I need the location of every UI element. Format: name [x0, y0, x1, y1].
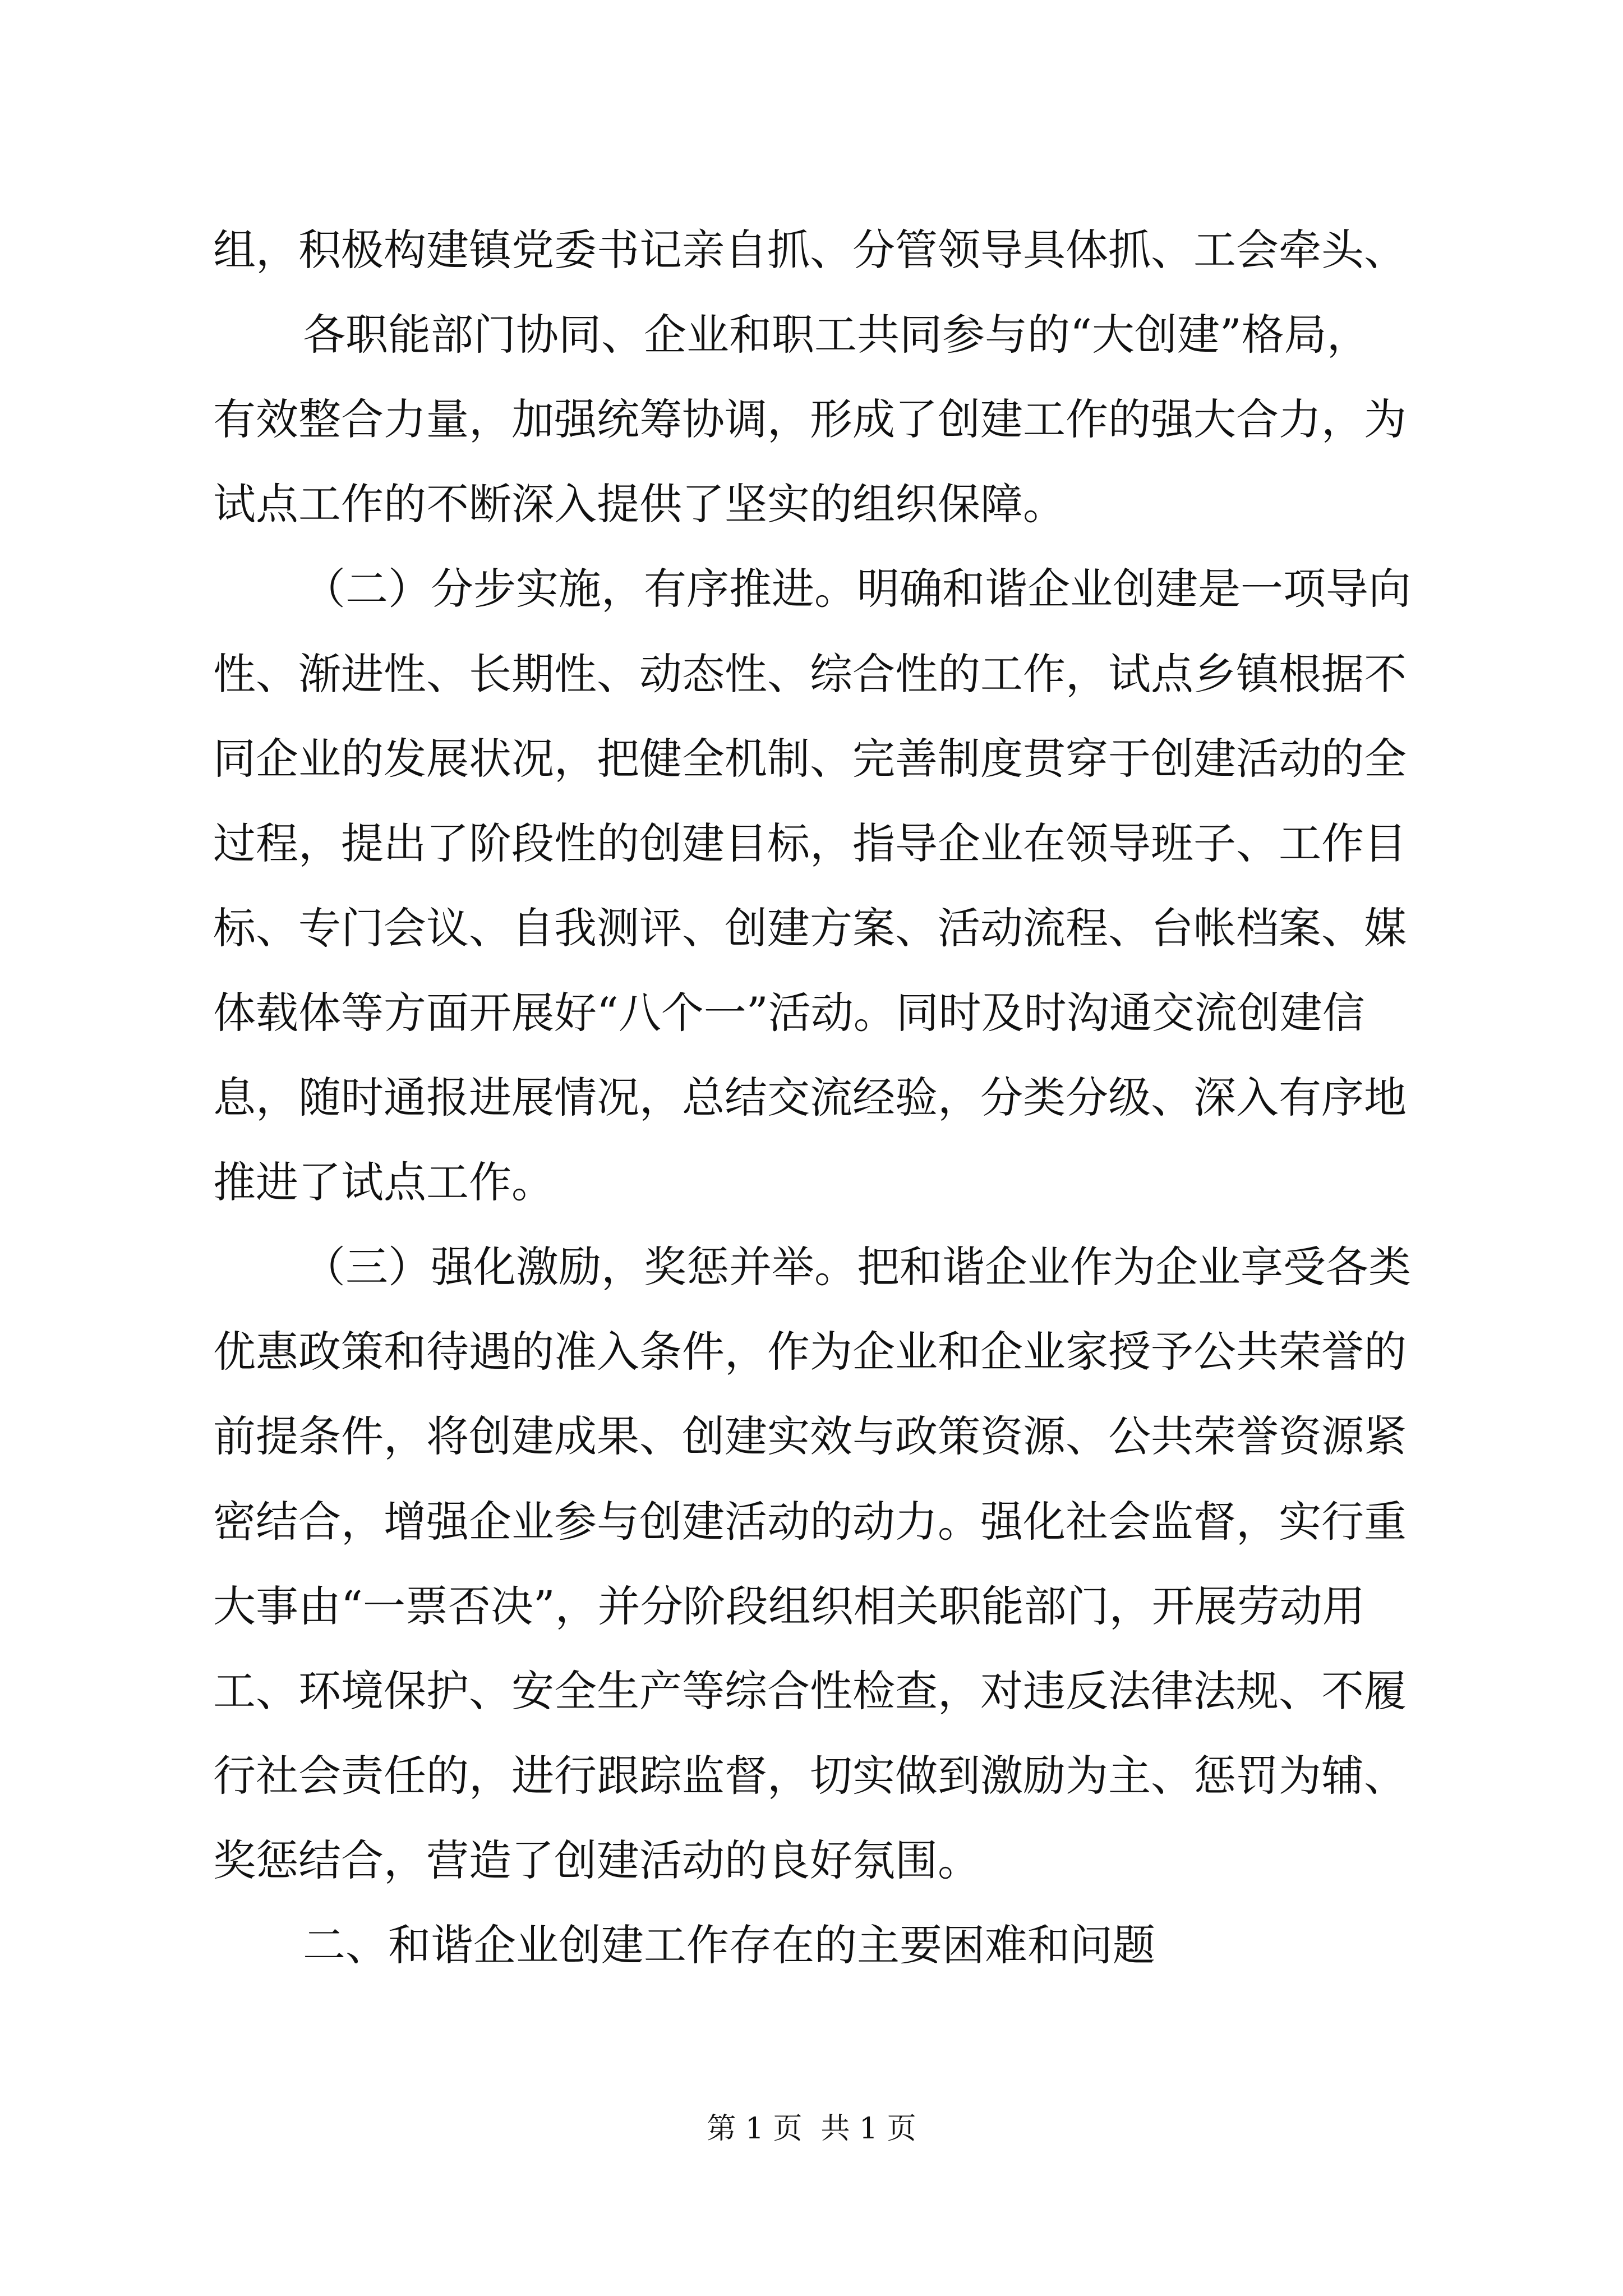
- text-line-9: 标、专门会议、自我测评、创建方案、活动流程、台帐档案、媒: [213, 903, 1407, 953]
- text-line-8: 过程，提出了阶段性的创建目标，指导企业在领导班子、工作目: [213, 818, 1407, 868]
- text-line-20: 奖惩结合，营造了创建活动的良好氛围。: [213, 1835, 980, 1885]
- text-line-19: 行社会责任的，进行跟踪监督，切实做到激励为主、惩罚为辅、: [213, 1751, 1407, 1801]
- text-line-2: 各职能部门协同、企业和职工共同参与的“大创建”格局，: [303, 310, 1370, 360]
- text-line-11: 息，随时通报进展情况，总结交流经验，分类分级、深入有序地: [213, 1073, 1407, 1122]
- text-line-17: 大事由“一票否决”，并分阶段组织相关职能部门，开展劳动用: [213, 1581, 1365, 1631]
- text-line-5: （二）分步实施，有序推进。明确和谐企业创建是一项导向: [303, 564, 1411, 614]
- page-footer: 第 1 页 共 1 页: [707, 2112, 916, 2146]
- text-line-14: 优惠政策和待遇的准入条件，作为企业和企业家授予公共荣誉的: [213, 1327, 1407, 1377]
- text-line-13: （三）强化激励，奖惩并举。把和谐企业作为企业享受各类: [303, 1242, 1411, 1292]
- text-line-21: 二、和谐企业创建工作存在的主要困难和问题: [303, 1920, 1155, 1970]
- text-line-15: 前提条件，将创建成果、创建实效与政策资源、公共荣誉资源紧: [213, 1411, 1407, 1461]
- text-line-6: 性、渐进性、长期性、动态性、综合性的工作，试点乡镇根据不: [213, 649, 1407, 699]
- text-line-1: 组，积极构建镇党委书记亲自抓、分管领导具体抓、工会牵头、: [213, 225, 1407, 275]
- text-line-7: 同企业的发展状况，把健全机制、完善制度贯穿于创建活动的全: [213, 734, 1407, 784]
- text-line-4: 试点工作的不断深入提供了坚实的组织保障。: [213, 479, 1066, 529]
- text-line-3: 有效整合力量，加强统筹协调，形成了创建工作的强大合力，为: [213, 394, 1407, 444]
- text-line-18: 工、环境保护、安全生产等综合性检查，对违反法律法规、不履: [213, 1666, 1407, 1716]
- text-line-12: 推进了试点工作。: [213, 1157, 554, 1207]
- text-line-10: 体载体等方面开展好“八个一”活动。同时及时沟通交流创建信: [213, 988, 1365, 1038]
- text-line-16: 密结合，增强企业参与创建活动的动力。强化社会监督，实行重: [213, 1497, 1407, 1547]
